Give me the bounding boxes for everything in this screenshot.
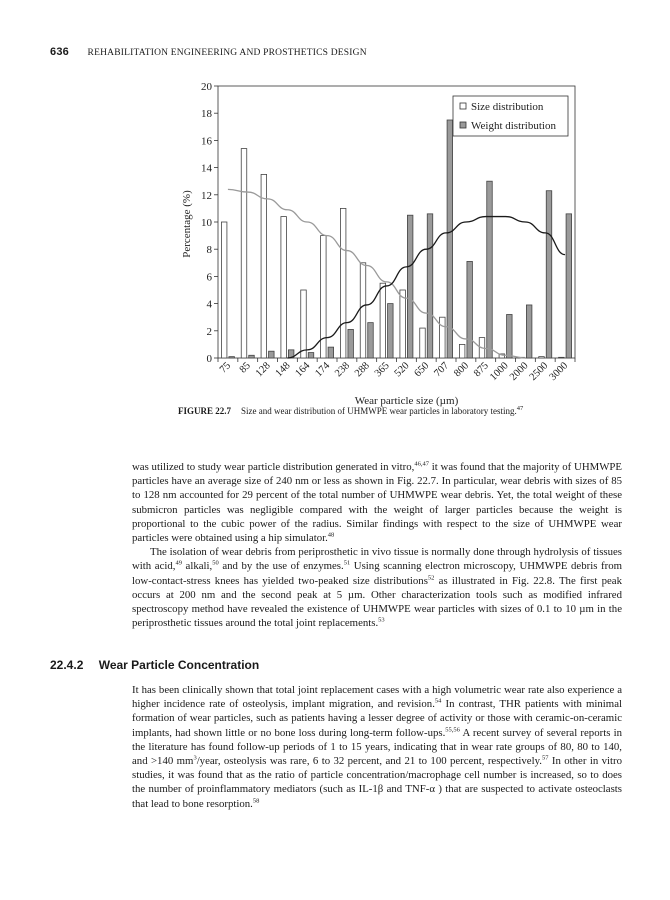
citation-ref: 52 bbox=[427, 574, 435, 582]
x-tick-label: 75 bbox=[217, 360, 234, 376]
size-bar bbox=[340, 208, 346, 358]
weight-bar bbox=[447, 120, 453, 358]
paragraph-2: The isolation of wear debris from periprosthetic in vivo tissue is normally done through hydrolysis of tissues with acid,$^{49}$ alkali,$^{50}$ and by the use of enzymes.$^{51}$ Using scanning electron microscopy, UHMWPE debris from low-contact-stress knees has yielded two-peaked size distributions$^{52}$ as illustrated in Fig. 22.8. The first peak occurs at 200 nm and the second peak at 5 µm. Other characterization tools such as modified infrared spectroscopy method have revealed the existence of UHMWPE wear particles with sizes of 0.1 to 10 µm in the periprosthetic tissues around the total joint replacements.$^{53}$ bbox=[132, 546, 623, 630]
size-bar bbox=[221, 222, 227, 358]
x-tick-label: 520 bbox=[392, 360, 412, 380]
weight-bar bbox=[546, 191, 552, 358]
x-tick-label: 174 bbox=[313, 360, 333, 380]
section-heading bbox=[50, 658, 259, 672]
x-tick-label: 2500 bbox=[527, 360, 551, 383]
x-tick-label: 1000 bbox=[488, 360, 511, 383]
citation-ref: 49 bbox=[175, 559, 182, 567]
citation-ref: 46,47 bbox=[414, 460, 430, 468]
section-number: 22.4.2 bbox=[50, 658, 84, 672]
x-tick-label: 2000 bbox=[507, 360, 531, 383]
paragraph-1: was utilized to study wear particle distribution generated in vitro,$^{46,47}$ it was found that the majority of UHMWPE particles have an average size of 240 nm or less as shown in Fig. 22.7. In particular, wear debris with sizes of 85 to 128 nm accounted for 29 percent of the total number of UHMWPE wear debris. Yet, the total weight of these submicron particles was negligible compared with the weight of larger particles because the weight is proportional to the cubic power of the radius. Similar findings with respect to the size of UHMWPE wear particles were obtained using a hip simulator.$^{48}$ bbox=[132, 460, 623, 545]
size-bar bbox=[241, 149, 247, 358]
weight-bar bbox=[566, 214, 572, 358]
x-tick-label: 288 bbox=[352, 360, 372, 380]
weight-bar bbox=[348, 329, 354, 358]
x-tick-label: 365 bbox=[372, 360, 392, 380]
paragraph-3: It has been clinically shown that total joint replacement cases with a high volumetric wear rate also experience a higher incidence rate of osteolysis, implant migration, and revision.$^{54}$ In contrast, THR patients with minimal formation of wear particles, such as patients having a lesser degree of activity or those with ceramic-on-ceramic implants, had shown little or no bone loss during long-term follow-ups.$^{55,56}$ A recent survey of several reports in the literature has found follow-up periods of 1 to 15 years, indicating that in wear rate groups of 80, 80 to 140, and >140 $mm^3$/year, osteolysis was rare, 6 to 32 percent, and 21 to 100 percent, respectively.$^{57}$ In other in vitro studies, it was found that as the ratio of particle concentration/macrophage cell number is increased, so to does the number of proinflammatory mediators (such as IL-1β and TNF-α ) that are suspected to activate osteoclasts that lead to bone resorption.$^{58}$ bbox=[132, 684, 622, 810]
y-axis-label: Percentage (%) bbox=[181, 190, 193, 258]
x-tick-label: 3000 bbox=[547, 360, 571, 383]
figure-caption-text: Size and wear distribution of UHMWPE wear particles in laboratory testing. bbox=[241, 406, 517, 416]
size-bar bbox=[281, 217, 287, 358]
y-tick-label: 18 bbox=[201, 108, 212, 121]
y-tick-label: 4 bbox=[206, 298, 212, 311]
y-tick-label: 2 bbox=[206, 325, 212, 338]
citation-ref: 57 bbox=[542, 754, 549, 762]
weight-bar bbox=[467, 261, 473, 358]
x-tick-label: 128 bbox=[253, 360, 273, 380]
trendline bbox=[228, 189, 526, 358]
citation-ref: 3 bbox=[193, 754, 197, 762]
body-text-block-2 bbox=[132, 683, 622, 811]
y-tick-label: 20 bbox=[201, 81, 212, 93]
citation-ref: 53 bbox=[378, 616, 385, 624]
x-tick-label: 800 bbox=[452, 360, 472, 380]
weight-bar bbox=[269, 351, 275, 358]
running-header bbox=[50, 46, 367, 58]
weight-bar bbox=[526, 305, 532, 358]
legend-swatch bbox=[460, 122, 466, 128]
weight-bar bbox=[388, 304, 394, 358]
figure-caption-ref: 47 bbox=[516, 405, 524, 412]
citation-ref: 51 bbox=[343, 559, 351, 567]
y-tick-label: 16 bbox=[201, 135, 212, 148]
citation-ref: 50 bbox=[212, 559, 219, 567]
weight-bar bbox=[368, 323, 374, 358]
trendline bbox=[287, 217, 565, 358]
x-tick-label: 650 bbox=[412, 360, 432, 380]
bar-chart bbox=[0, 70, 670, 415]
body-text-block-1 bbox=[132, 460, 622, 630]
page-number: 636 bbox=[50, 46, 69, 58]
x-tick-label: 707 bbox=[432, 360, 452, 380]
weight-bar bbox=[229, 357, 235, 358]
size-bar bbox=[400, 290, 406, 358]
size-bar bbox=[539, 357, 545, 358]
y-tick-label: 14 bbox=[201, 162, 212, 175]
x-tick-label: 148 bbox=[273, 360, 293, 380]
y-tick-label: 12 bbox=[201, 189, 212, 202]
weight-bar bbox=[487, 181, 493, 358]
y-tick-label: 10 bbox=[201, 217, 212, 229]
weight-bar bbox=[407, 215, 413, 358]
figure-caption bbox=[178, 406, 523, 416]
weight-bar bbox=[427, 214, 433, 358]
citation-ref: 55,56 bbox=[445, 726, 460, 734]
weight-bar bbox=[507, 314, 513, 358]
size-bar bbox=[261, 174, 267, 358]
y-tick-label: 0 bbox=[206, 353, 212, 365]
size-bar bbox=[459, 344, 465, 358]
running-title: REHABILITATION ENGINEERING AND PROSTHETICS DESIGN bbox=[87, 48, 367, 58]
x-tick-label: 238 bbox=[333, 360, 353, 380]
size-bar bbox=[559, 357, 565, 358]
weight-bar bbox=[328, 347, 334, 358]
size-bar bbox=[360, 263, 366, 358]
x-axis-label: Wear particle size (µm) bbox=[354, 395, 459, 407]
citation-ref: 54 bbox=[434, 697, 442, 705]
size-bar bbox=[440, 317, 446, 358]
legend-label: Weight distribution bbox=[471, 120, 556, 132]
x-tick-label: 164 bbox=[293, 360, 313, 380]
y-tick-label: 8 bbox=[206, 244, 212, 257]
legend-swatch bbox=[460, 103, 466, 109]
size-bar bbox=[301, 290, 307, 358]
citation-ref: 58 bbox=[252, 797, 260, 805]
weight-bar bbox=[308, 353, 314, 358]
size-bar bbox=[420, 328, 426, 358]
legend-label: Size distribution bbox=[471, 101, 544, 113]
figure-label: FIGURE 22.7 bbox=[178, 406, 232, 416]
weight-bar bbox=[249, 355, 255, 358]
y-tick-label: 6 bbox=[206, 271, 212, 284]
size-bar bbox=[380, 283, 386, 358]
section-title: Wear Particle Concentration bbox=[98, 658, 260, 672]
citation-ref: 48 bbox=[327, 531, 335, 539]
x-tick-label: 875 bbox=[471, 360, 491, 380]
x-tick-label: 85 bbox=[237, 360, 253, 376]
